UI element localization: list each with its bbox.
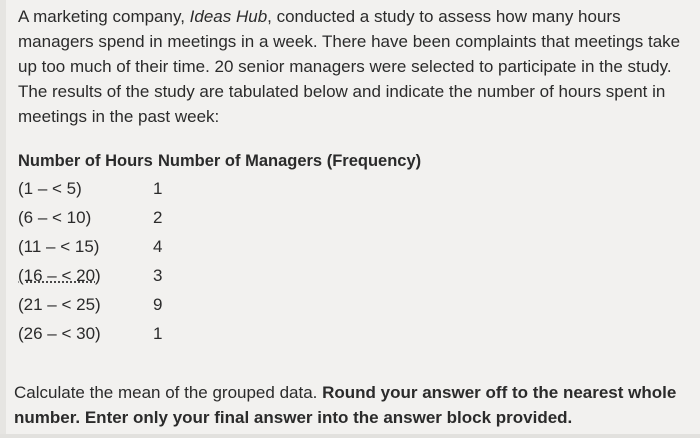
question-instruction: Round your answer off to the nearest whole number. Enter only your final answer into the answer block provided. (14, 383, 677, 427)
table-header (18, 148, 538, 174)
frequency-value: 2 (153, 208, 163, 227)
header-frequency: Number of Managers (Frequency) (158, 152, 422, 170)
frequency-value: 4 (153, 237, 163, 256)
intro-text-part1: A marketing company, (18, 7, 190, 26)
class-interval: (21 – < 25) (18, 295, 101, 314)
header-hours: Number of Hours (18, 152, 153, 170)
frequency-value: 3 (153, 266, 163, 285)
table-row (18, 174, 538, 203)
intro-text-part2: , conducted a study to assess how many hours managers spend in meetings in a week. There have been complaints that meetings take up too much of their time. 20 senior managers were selected to participate in the study. The results of the study are tabulated below and indicate the number of hours spent in meetings in the past week: (18, 7, 681, 126)
class-interval: (16 – < 20) (18, 266, 101, 285)
table-row (18, 319, 538, 348)
company-name: Ideas Hub (189, 7, 268, 26)
page-left-border (0, 0, 6, 438)
page-bottom-edge (0, 434, 700, 438)
table-row (18, 232, 538, 261)
frequency-value: 1 (153, 324, 163, 343)
class-interval: (11 – < 15) (18, 237, 100, 256)
question-paragraph (14, 380, 684, 430)
frequency-value: 9 (153, 295, 163, 314)
class-interval: (26 – < 30) (18, 324, 101, 343)
table-row (18, 261, 538, 290)
question-text: Calculate the mean of the grouped data. (14, 383, 323, 402)
frequency-value: 1 (153, 179, 163, 198)
table-row (18, 203, 538, 232)
intro-paragraph (18, 4, 688, 129)
class-interval: (6 – < 10) (18, 208, 92, 227)
table-row (18, 290, 538, 319)
class-interval: (1 – < 5) (18, 179, 82, 198)
frequency-table (18, 148, 538, 348)
